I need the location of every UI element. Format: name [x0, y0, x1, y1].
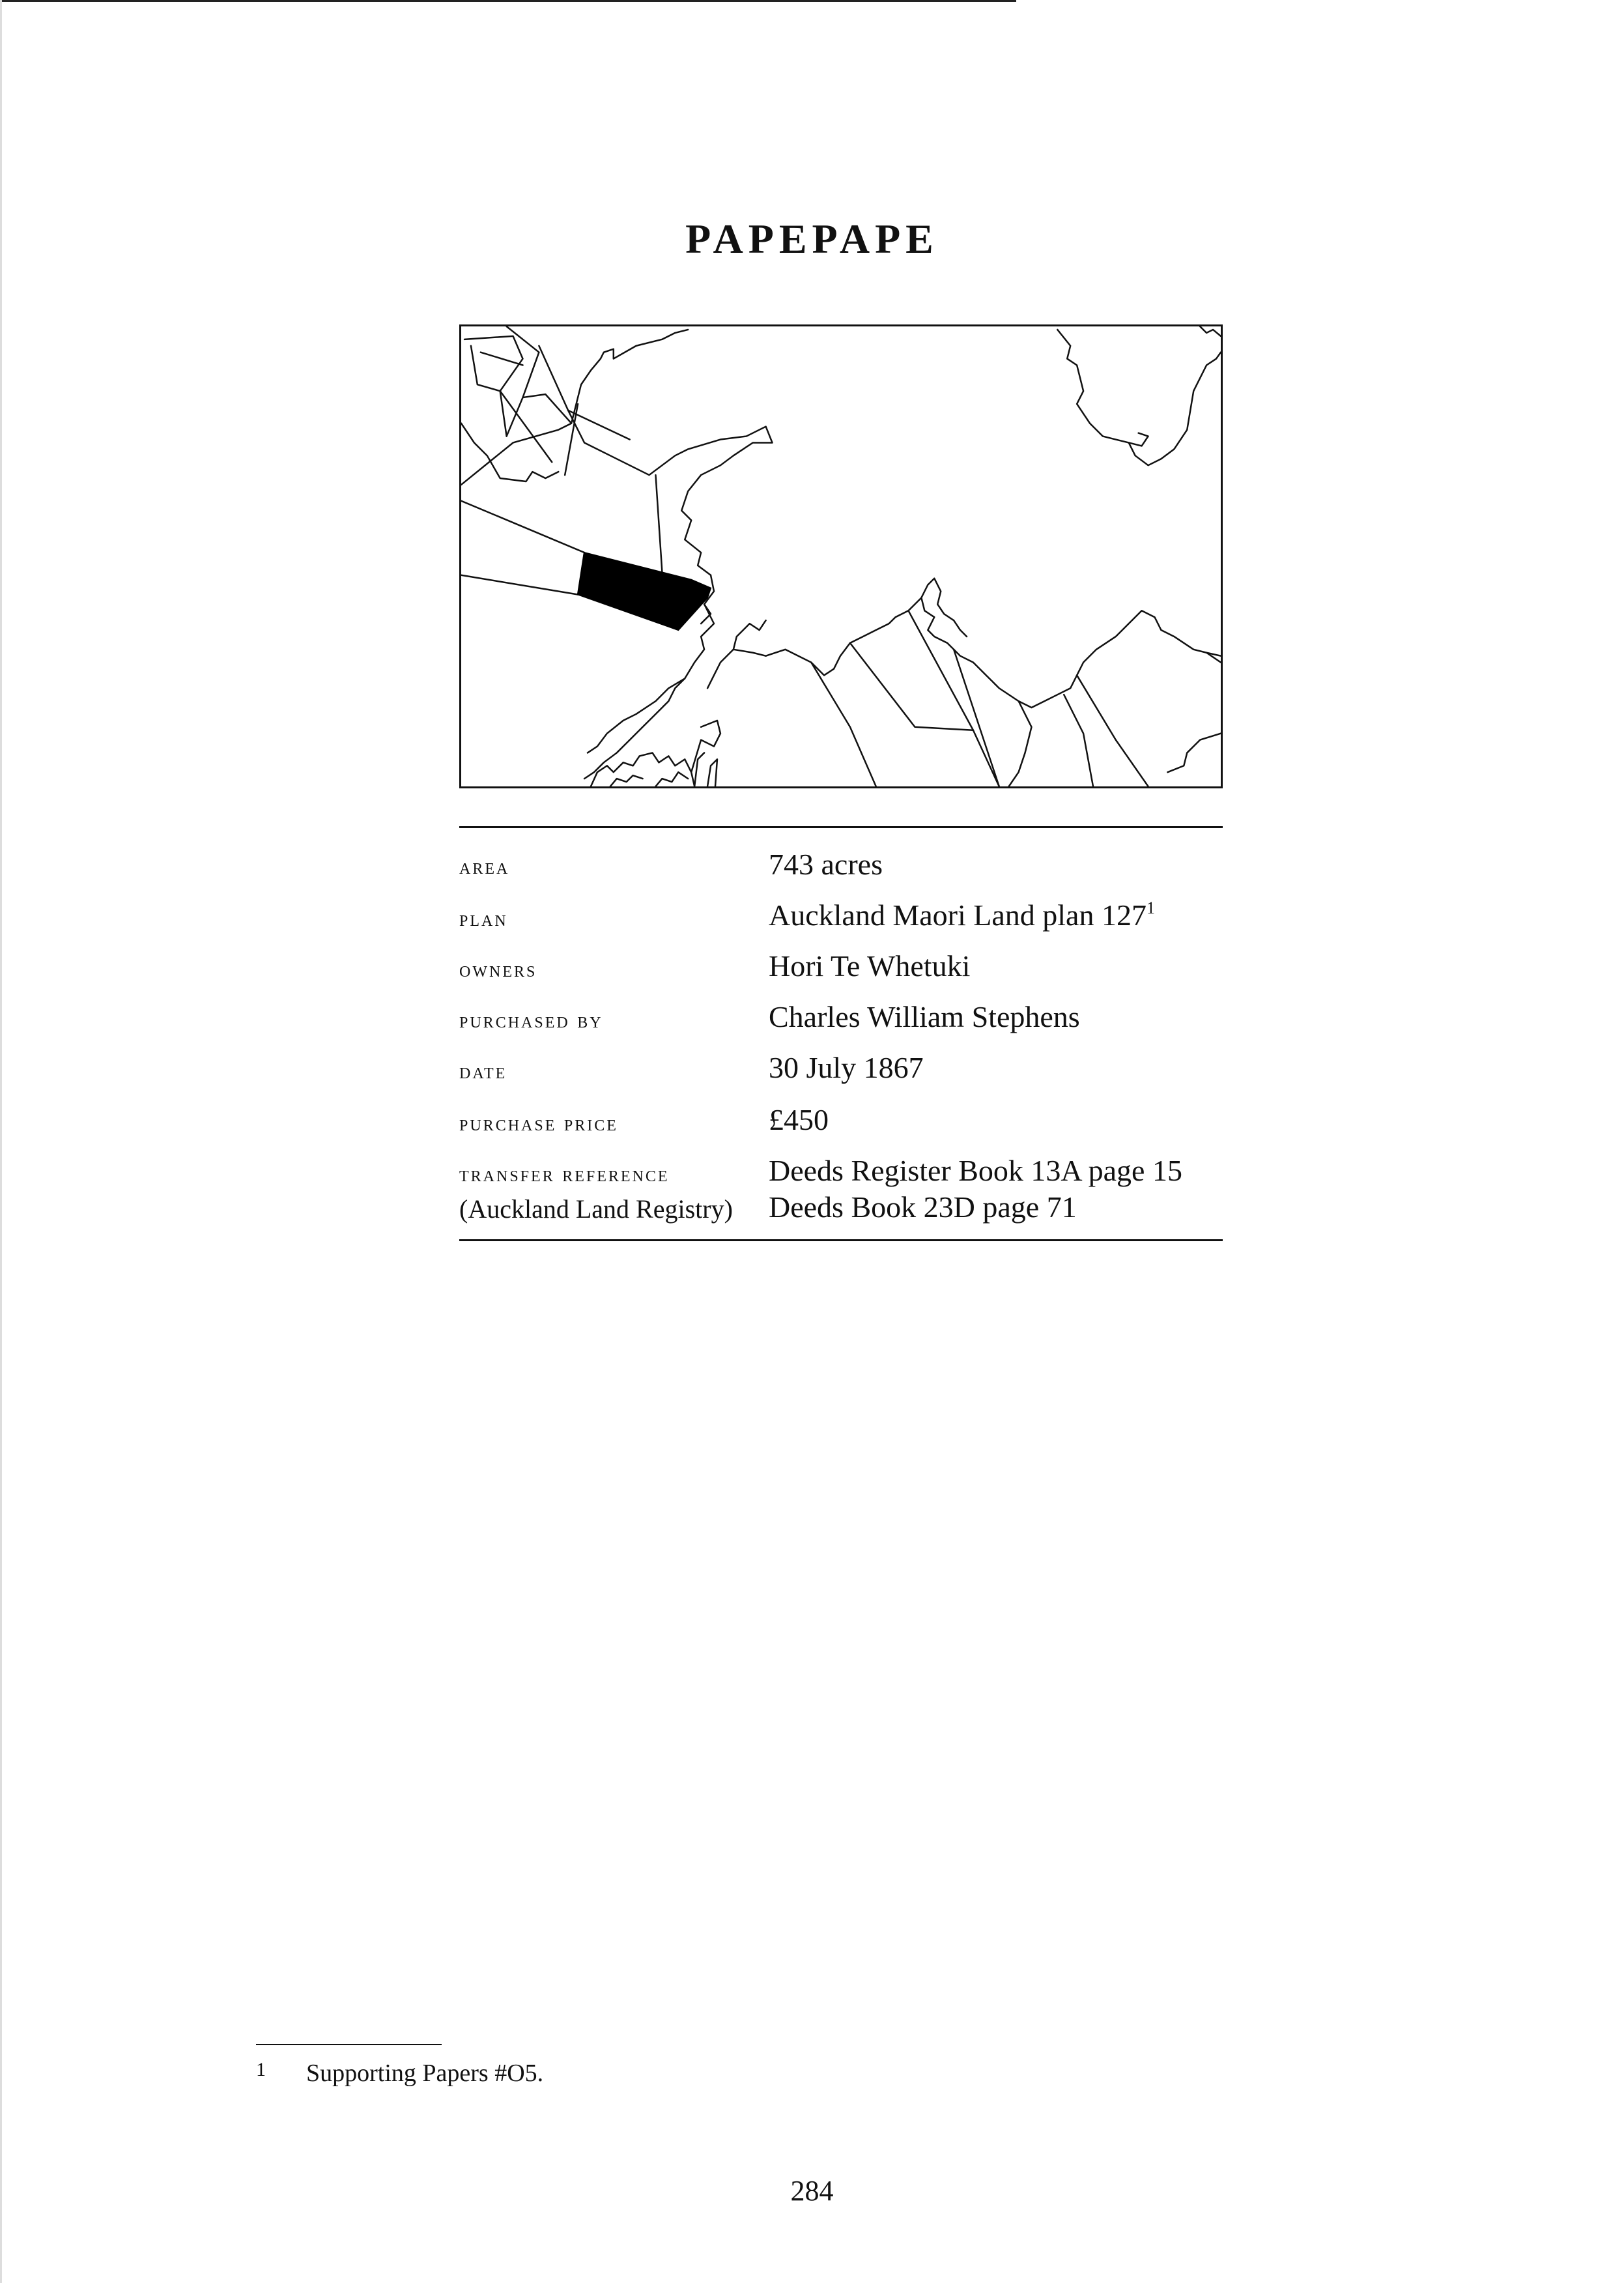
estuary [734, 650, 766, 656]
parcel-boundary [954, 650, 999, 786]
owners-label: owners [459, 958, 537, 982]
purchased-by-value: Charles William Stephens [769, 1000, 1080, 1033]
scan-edge-left [0, 0, 2, 2283]
purchased-by-label: purchased by [459, 1009, 603, 1033]
location-map [459, 324, 1223, 788]
area-value: 743 acres [769, 848, 883, 881]
footnote-text: Supporting Papers #O5. [306, 2060, 544, 2087]
parcel-boundary [539, 346, 772, 575]
parcel-boundary [568, 410, 630, 440]
parcel-boundary [461, 501, 584, 595]
coastline [1129, 433, 1148, 446]
parcel-boundary [1077, 675, 1148, 786]
estuary [591, 753, 694, 786]
page-number: 284 [790, 2175, 834, 2207]
parcel-boundary [500, 391, 552, 462]
papepape-block [578, 553, 711, 630]
estuary [655, 772, 688, 786]
page-title: PAPEPAPE [685, 216, 939, 262]
coastline [588, 678, 685, 753]
parcel-boundary [850, 643, 999, 786]
table-top-rule [459, 826, 1223, 828]
parcel-boundary [1009, 701, 1032, 786]
plan-value [769, 898, 1155, 932]
estuary [707, 759, 717, 786]
parcel-boundary [565, 404, 578, 475]
transfer-reference-value-1: Deeds Register Book 13A page 15 [769, 1154, 1182, 1187]
footnote-rule [256, 2044, 442, 2045]
table-bottom-rule [459, 1239, 1223, 1241]
parcel-boundary [461, 575, 578, 595]
plan-text: Auckland Maori Land plan 127 [769, 898, 1147, 932]
transfer-reference-label: transfer reference [459, 1162, 670, 1186]
parcel-boundary [655, 475, 662, 572]
parcel-boundary [811, 663, 876, 786]
parcel-boundary [908, 610, 973, 730]
coastline [1167, 734, 1221, 772]
owners-value: Hori Te Whetuki [769, 949, 971, 983]
parcel-boundary [481, 352, 523, 366]
transfer-reference-sublabel: (Auckland Land Registry) [459, 1194, 733, 1224]
footnote-ref: 1 [1146, 898, 1155, 917]
plan-label: plan [459, 907, 508, 931]
date-label: date [459, 1059, 507, 1084]
parcel-boundary [1064, 695, 1093, 786]
date-value: 30 July 1867 [769, 1051, 924, 1084]
parcel-boundary [523, 394, 572, 424]
coastline [766, 597, 1221, 708]
coastline [1200, 326, 1221, 336]
purchase-price-label: purchase price [459, 1112, 618, 1136]
estuary [610, 775, 643, 786]
transfer-reference-value-2: Deeds Book 23D page 71 [769, 1190, 1077, 1224]
footnote-number: 1 [256, 2059, 266, 2080]
scan-edge-top [0, 0, 1016, 2]
purchase-price-value: £450 [769, 1103, 829, 1136]
area-label: area [459, 855, 510, 879]
parcel-boundary [461, 330, 688, 485]
map-drawing [461, 326, 1221, 786]
parcel-boundary [507, 326, 539, 437]
